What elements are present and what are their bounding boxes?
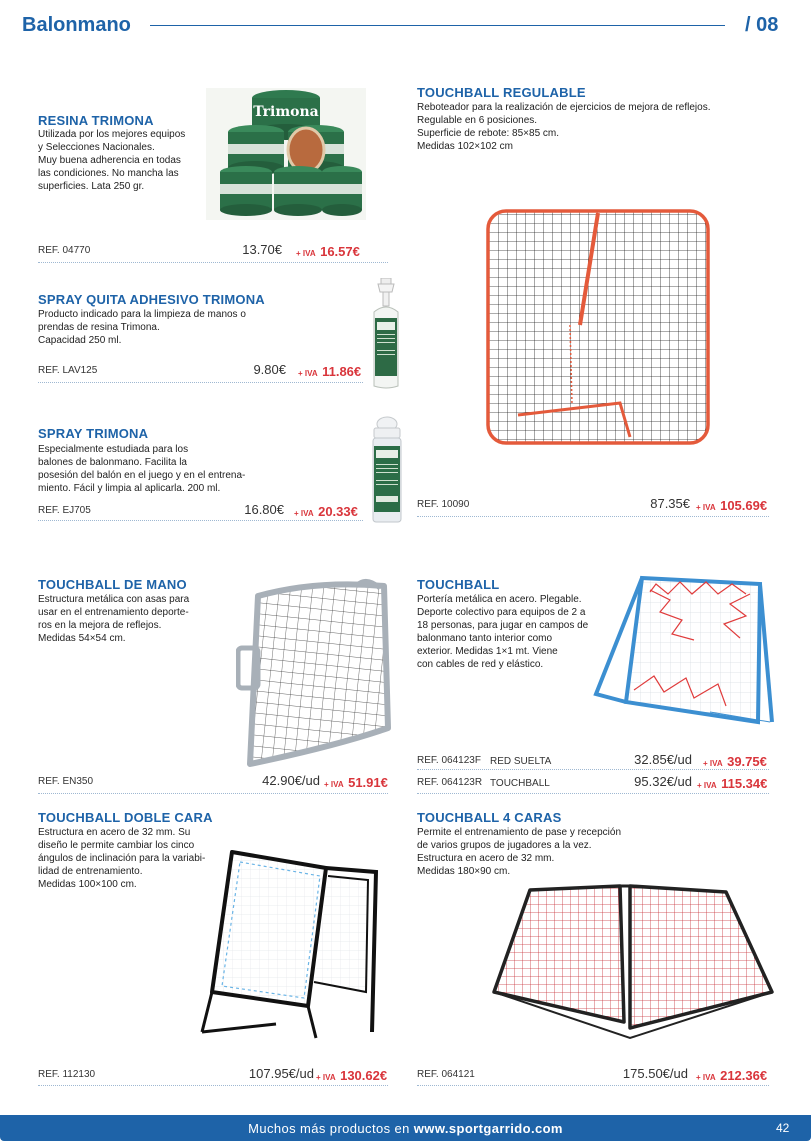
product-divider xyxy=(38,262,388,263)
product-desc-cuatro: Permite el entrenamiento de pase y recepción de varios grupos de jugadores a la vez. Estructura en acero de 32 mm. Medidas 180×90 cm. xyxy=(417,827,622,877)
product-desc-touchball: Portería metálica en acero. Plegable. Deporte colectivo para equipos de 2 a 18 personas, para jugar en campos de balonmano tanto interior como exterior. Medidas 1×1 mt. Viene con cables de red y elástico. xyxy=(417,594,589,670)
product-iva-doble xyxy=(316,1067,387,1085)
product-desc-regulable: Reboteador para la realización de ejercicios de mejora de reflejos. Regulable en 6 posiciones. Superficie de rebote: 85×85 cm. Medidas 102×102 cm xyxy=(417,102,711,152)
product-price-regulable: 87.35€ xyxy=(650,496,690,511)
variant-iva-touchball xyxy=(697,775,767,793)
iva-label: + IVA xyxy=(316,1073,336,1082)
footer-text xyxy=(0,1121,811,1136)
product-title-resina: RESINA TRIMONA xyxy=(38,113,154,128)
iva-label: + IVA xyxy=(324,780,344,789)
product-ref-doble: REF. 112130 xyxy=(38,1069,96,1080)
product-iva-mano xyxy=(324,774,388,792)
product-desc-spray-quita: Producto indicado para la limpieza de manos o prendas de resina Trimona. Capacidad 250 ml. xyxy=(38,309,246,346)
variant-ref-red-suelta: REF. 064123F xyxy=(417,755,481,766)
footer-page-number: 42 xyxy=(776,1121,790,1135)
iva-price: 115.34€ xyxy=(721,776,768,791)
product-desc-doble: Estructura en acero de 32 mm. Su diseño le permite cambiar los cinco ángulos de inclinación para la variabi- lidad de entrenamiento. Medidas 100×100 cm. xyxy=(38,827,206,890)
iva-price: 16.57€ xyxy=(320,244,360,259)
variant-label-red-suelta: RED SUELTA xyxy=(490,756,552,767)
product-divider xyxy=(417,516,769,517)
variant-ref-touchball: REF. 064123R xyxy=(417,777,483,788)
product-title-spray-quita: SPRAY QUITA ADHESIVO TRIMONA xyxy=(38,292,265,307)
product-desc-resina: Utilizada por los mejores equipos y Selecciones Nacionales. Muy buena adherencia en todas las condiciones. No mancha las superficies. Lata 250 gr. xyxy=(38,129,186,192)
product-divider xyxy=(38,793,388,794)
touchball-regulable-image xyxy=(480,205,716,453)
touchball-4-caras-image xyxy=(490,872,776,1044)
product-iva-regulable xyxy=(696,497,767,515)
touchball-doble-cara-image xyxy=(196,842,392,1042)
product-iva-resina xyxy=(296,243,360,261)
iva-label: + IVA xyxy=(294,509,314,518)
product-divider xyxy=(38,382,363,383)
product-ref-resina: REF. 04770 xyxy=(38,245,91,256)
iva-label: + IVA xyxy=(696,503,716,512)
spray-quita-adhesivo-image xyxy=(366,278,406,390)
iva-price: 105.69€ xyxy=(720,498,768,513)
resina-trimona-image xyxy=(206,88,366,220)
iva-price: 130.62€ xyxy=(340,1068,388,1083)
section-title: Balonmano xyxy=(22,14,131,36)
product-ref-mano: REF. EN350 xyxy=(38,776,94,787)
product-divider xyxy=(417,793,769,794)
product-ref-cuatro: REF. 064121 xyxy=(417,1069,475,1080)
variant-label-touchball: TOUCHBALL xyxy=(490,778,550,789)
iva-label: + IVA xyxy=(298,369,318,378)
product-title-doble: TOUCHBALL DOBLE CARA xyxy=(38,810,213,825)
touchball-de-mano-image xyxy=(236,578,392,770)
product-desc-spray: Especialmente estudiada para los balones de balonmano. Facilita la posesión del balón en el juego y en el entrena- miento. Fácil y limpia al aplicarla. 200 ml. xyxy=(38,444,246,494)
variant-price-red-suelta: 32.85€/ud xyxy=(634,752,692,767)
product-price-spray: 16.80€ xyxy=(244,502,284,517)
product-title-mano: TOUCHBALL DE MANO xyxy=(38,577,187,592)
iva-price: 20.33€ xyxy=(318,504,358,519)
footer-prefix: Muchos más productos en xyxy=(248,1121,414,1136)
product-ref-spray-quita: REF. LAV125 xyxy=(38,365,98,376)
product-ref-spray: REF. EJ705 xyxy=(38,505,91,516)
product-ref-regulable: REF. 10090 xyxy=(417,499,470,510)
product-title-regulable: TOUCHBALL REGULABLE xyxy=(417,85,586,100)
product-price-cuatro: 175.50€/ud xyxy=(622,1066,688,1081)
iva-price: 39.75€ xyxy=(727,754,767,769)
product-divider xyxy=(417,1085,769,1086)
product-price-resina: 13.70€ xyxy=(242,242,282,257)
product-title-cuatro: TOUCHBALL 4 CARAS xyxy=(417,810,562,825)
product-iva-spray xyxy=(294,503,358,521)
can-brand-label: Trimona xyxy=(253,104,319,120)
product-divider xyxy=(38,520,363,521)
iva-label: + IVA xyxy=(703,759,723,768)
variant-price-touchball: 95.32€/ud xyxy=(634,774,692,789)
product-price-doble: 107.95€/ud xyxy=(248,1066,314,1081)
header-divider xyxy=(150,25,725,26)
page-marker: / 08 xyxy=(745,14,779,36)
product-price-mano: 42.90€/ud xyxy=(262,773,320,788)
iva-price: 11.86€ xyxy=(322,364,362,379)
iva-price: 51.91€ xyxy=(348,775,388,790)
iva-label: + IVA xyxy=(696,1073,716,1082)
product-divider xyxy=(417,769,769,770)
product-iva-spray-quita xyxy=(298,363,361,381)
product-iva-cuatro xyxy=(696,1067,767,1085)
product-title-spray: SPRAY TRIMONA xyxy=(38,426,149,441)
product-price-spray-quita: 9.80€ xyxy=(253,362,286,377)
touchball-image xyxy=(590,572,776,744)
spray-trimona-image xyxy=(368,416,406,524)
iva-price: 212.36€ xyxy=(720,1068,768,1083)
product-title-touchball: TOUCHBALL xyxy=(417,577,500,592)
product-desc-mano: Estructura metálica con asas para usar en el entrenamiento deporte- ros en la mejora de reflejos. Medidas 54×54 cm. xyxy=(38,594,190,644)
footer-url-link[interactable]: www.sportgarrido.com xyxy=(413,1121,563,1136)
product-divider xyxy=(38,1085,388,1086)
iva-label: + IVA xyxy=(697,781,717,790)
iva-label: + IVA xyxy=(296,249,316,258)
